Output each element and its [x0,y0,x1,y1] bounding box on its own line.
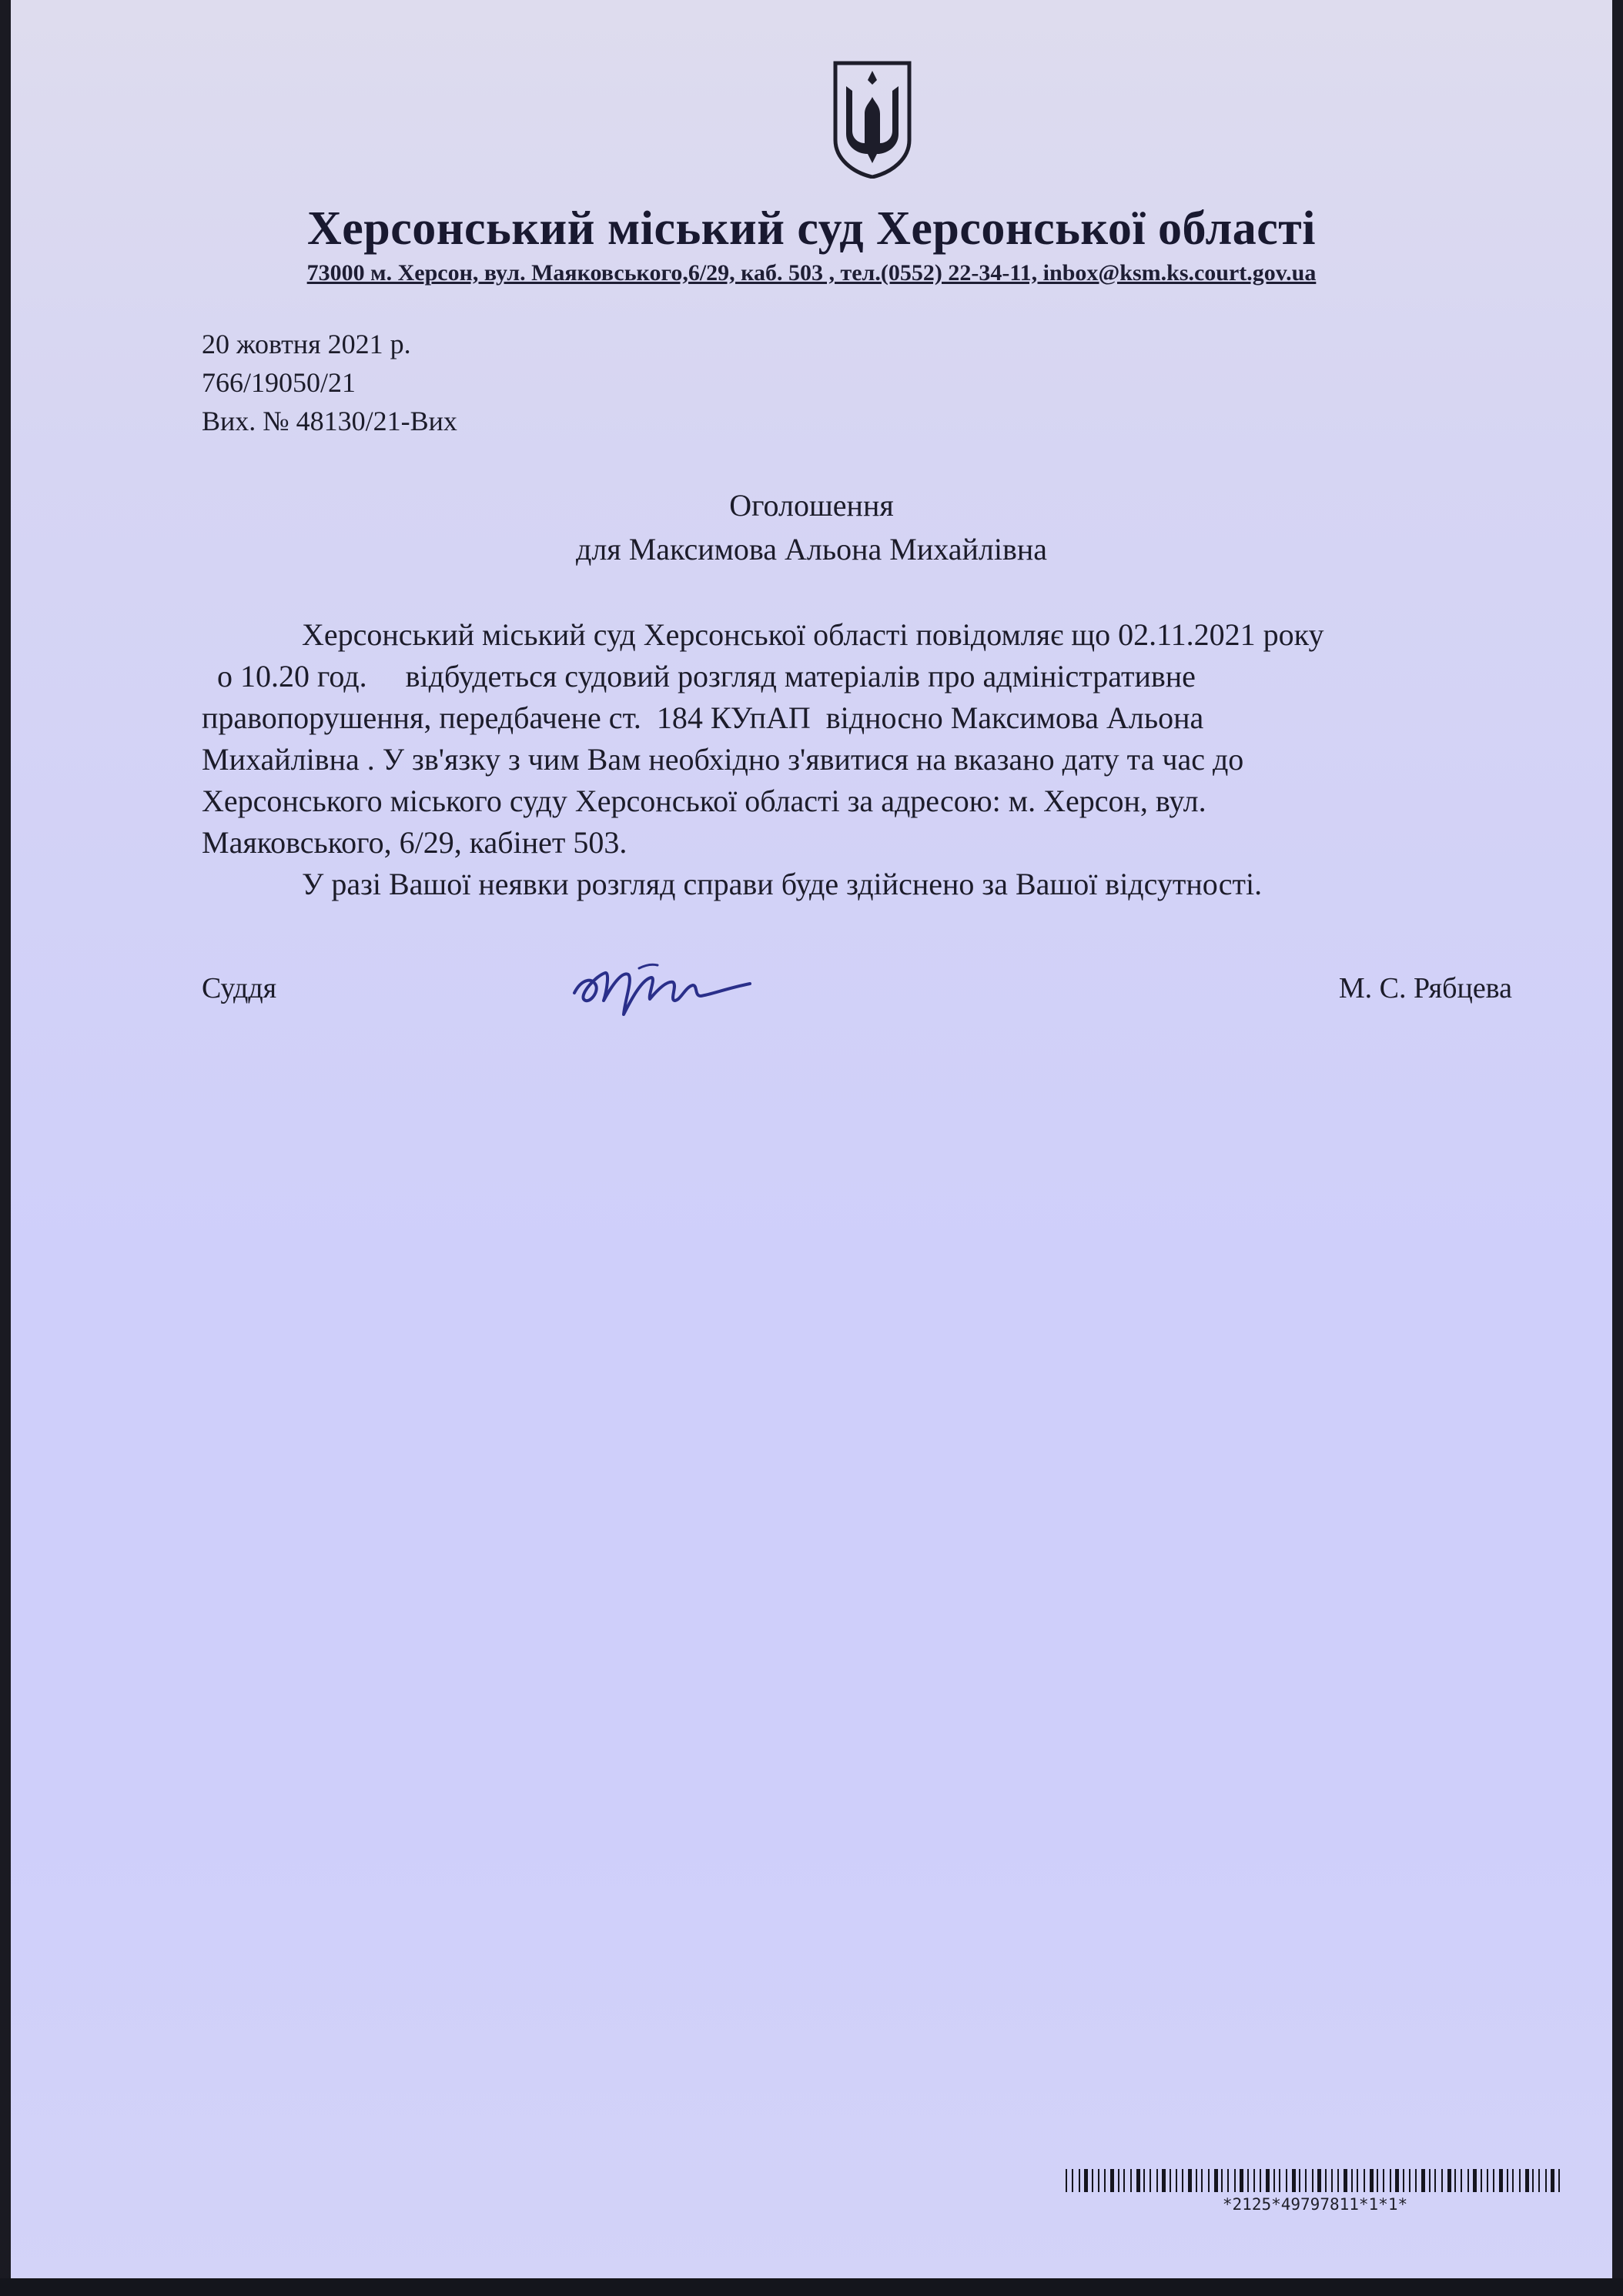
barcode-bar [1481,2169,1482,2192]
notice-addressee: для Максимова Альона Михайлівна [575,532,1048,566]
document-meta [202,325,457,440]
body-line: Херсонський міський суд Херсонської області повідомляє що 02.11.2021 року [302,617,1324,652]
document-page [11,0,1612,2290]
barcode-bar [1370,2169,1374,2192]
notice-body [202,614,1557,905]
barcode-bar [1240,2169,1243,2192]
barcode-bar [1545,2169,1547,2192]
body-line: Херсонського міського суду Херсонської області за адресою: м. Херсон, вул. [202,784,1206,818]
barcode-bar [1409,2169,1411,2192]
court-address: 73000 м. Херсон, вул. Маяковського,6/29, каб. 503 , тел.(0552) 22-34-11, inbox@ksm.ks.court.gov.ua [306,260,1317,286]
barcode-bar [1286,2169,1287,2192]
barcode-bar [1558,2169,1560,2192]
judge-name: М. С. Рябцева [1338,972,1512,1004]
barcode-bar [1260,2169,1261,2192]
barcode-bar [1331,2169,1333,2192]
barcode-bar [1499,2169,1503,2192]
closing-line: У разі Вашої неявки розгляд справи буде здійснено за Вашої відсутності. [302,867,1263,901]
outgoing-number: Вих. № 48130/21-Вих [202,406,457,436]
barcode-bar [1136,2169,1140,2192]
barcode-bar [1344,2169,1347,2192]
barcode-bar [1221,2169,1223,2192]
barcode-bar [1415,2169,1417,2192]
barcode-bar [1325,2169,1327,2192]
barcode-bar [1149,2169,1151,2192]
barcode-bar [1532,2169,1534,2192]
document-date: 20 жовтня 2021 р. [202,329,411,359]
barcode-bar [1357,2169,1358,2192]
signature-role: Суддя [202,972,277,1004]
barcode-bar [1156,2169,1158,2192]
barcode-bar [1176,2169,1177,2192]
barcode-bar [1227,2169,1229,2192]
barcode-bar [1162,2169,1166,2192]
barcode-bar [1279,2169,1280,2192]
barcode-bar [1214,2169,1218,2192]
barcode-bar [1383,2169,1384,2192]
barcode-bar [1364,2169,1365,2192]
notice-title: Оголошення [729,488,894,523]
barcode-bar [1247,2169,1249,2192]
barcode-bar [1201,2169,1203,2192]
barcode-bar [1312,2169,1313,2192]
barcode-bar [1084,2169,1088,2192]
barcode-bar [1403,2169,1404,2192]
barcode-bar [1182,2169,1183,2192]
barcode-bar [1512,2169,1514,2192]
barcode-bar [1434,2169,1436,2192]
barcode-bar [1299,2169,1300,2192]
barcode-bar [1447,2169,1451,2192]
barcode-bar [1538,2169,1540,2192]
barcode-bar [1098,2169,1099,2192]
barcode-bar [1253,2169,1255,2192]
barcode-bar [1292,2169,1296,2192]
handwritten-signature-icon [565,945,765,1030]
body-line: Михайлівна . У зв'язку з чим Вам необхідно з'явитися на вказано дату та час до [202,742,1244,777]
barcode-bar [1072,2169,1073,2192]
trident-coat-of-arms-icon [831,60,914,179]
barcode-bar [1461,2169,1462,2192]
barcode-bar [1421,2169,1425,2192]
barcode-bar [1493,2169,1494,2192]
barcode-bar [1079,2169,1080,2192]
barcode-bar [1429,2169,1431,2192]
barcode-bar [1351,2169,1353,2192]
barcode-bar [1130,2169,1132,2192]
barcode-bar [1507,2169,1508,2192]
barcode-bar [1551,2169,1554,2192]
barcode-bar [1390,2169,1391,2192]
barcode-bar [1305,2169,1307,2192]
barcode-bar [1143,2169,1145,2192]
barcode-bar [1441,2169,1443,2192]
body-line: о 10.20 год. відбудеться судовий розгляд матеріалів про адміністративне [202,659,1196,693]
barcode-bar [1266,2169,1270,2192]
barcode-bar [1337,2169,1339,2192]
barcode-bar [1273,2169,1275,2192]
barcode-bar [1208,2169,1210,2192]
barcode-bar [1487,2169,1488,2192]
barcode-bar [1170,2169,1171,2192]
barcode-bar [1092,2169,1093,2192]
barcode-bar [1196,2169,1197,2192]
photo-background-strip [0,2278,1623,2296]
barcode-bar [1234,2169,1236,2192]
barcode-bar [1525,2169,1529,2192]
barcode-bar [1110,2169,1114,2192]
court-name: Херсонський міський суд Херсонської області [307,202,1316,255]
barcode-bar [1377,2169,1378,2192]
body-line: Маяковського, 6/29, кабінет 503. [202,825,627,860]
barcode-bar [1473,2169,1477,2192]
barcode-bar [1104,2169,1106,2192]
barcode-bar [1467,2169,1469,2192]
body-line: правопорушення, передбачене ст. 184 КУпАП відносно Максимова Альона [202,700,1204,735]
barcode-text: *2125*49797811*1*1* [1222,2195,1408,2214]
barcode-bar [1066,2169,1067,2192]
barcode-bar [1188,2169,1192,2192]
barcode-bar [1395,2169,1399,2192]
barcode-bar [1519,2169,1521,2192]
barcode-bar [1317,2169,1321,2192]
barcode-bar [1454,2169,1456,2192]
barcode-bar [1123,2169,1125,2192]
barcode-icon [1066,2169,1564,2192]
case-number: 766/19050/21 [202,367,356,398]
barcode-bar [1118,2169,1119,2192]
